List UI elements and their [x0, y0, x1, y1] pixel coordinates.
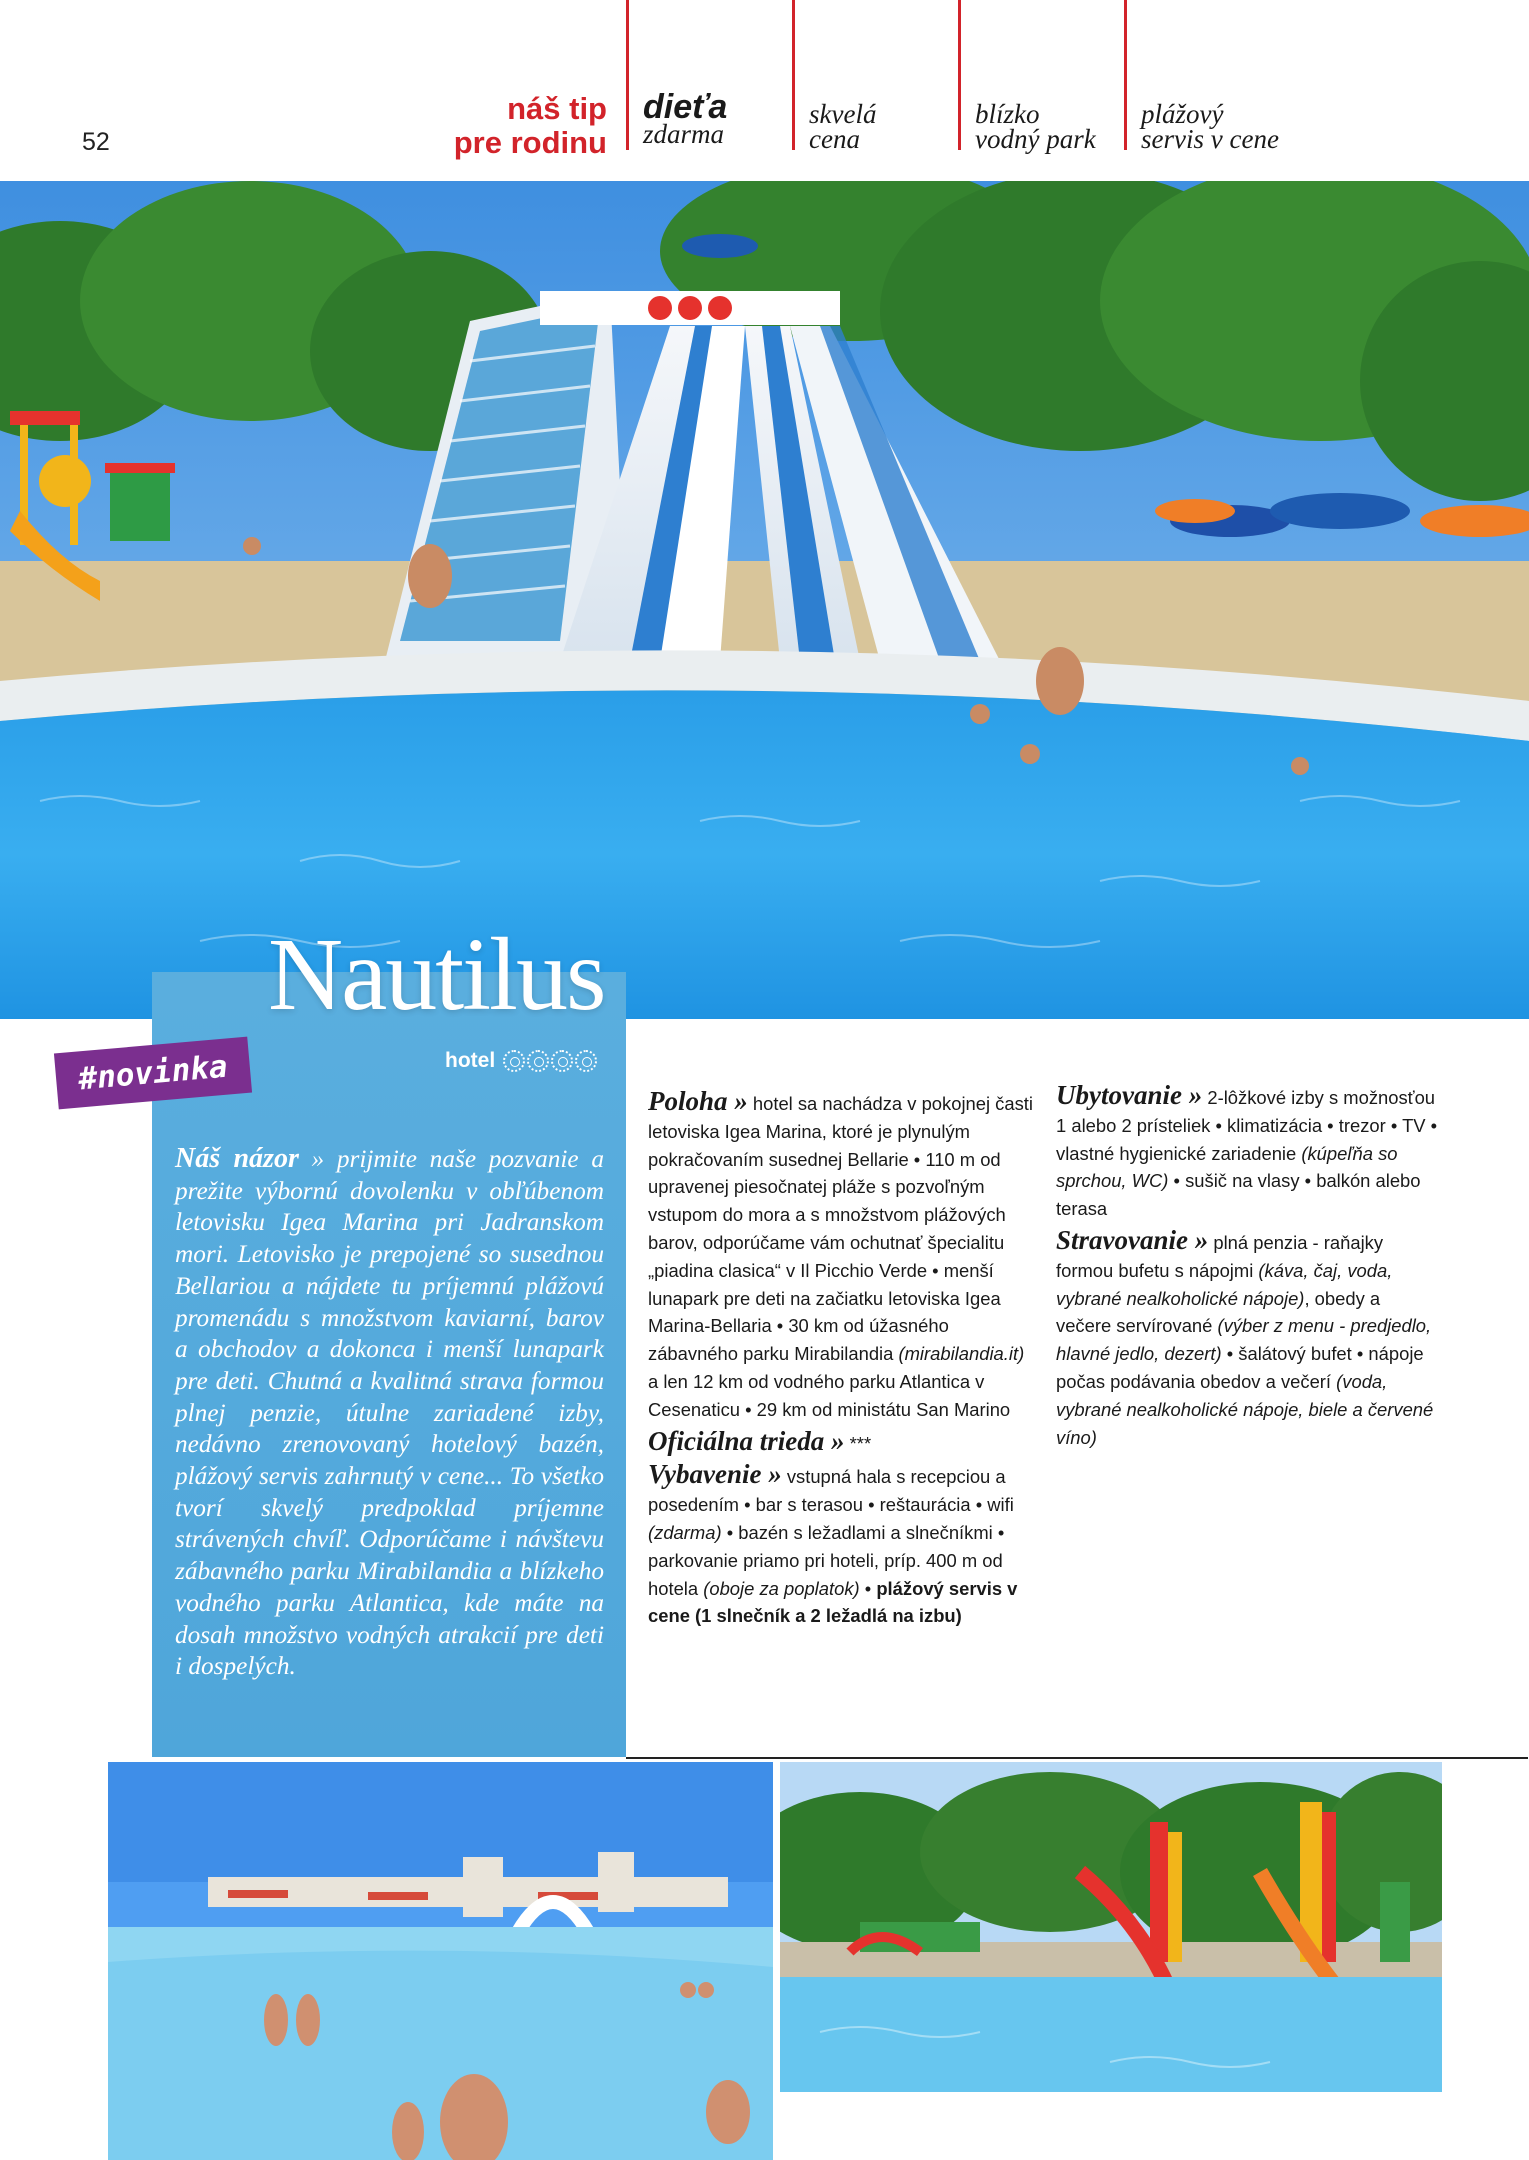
sun-icon [551, 1050, 573, 1072]
sun-icon [575, 1050, 597, 1072]
hotel-category: hotel [445, 1049, 597, 1073]
hotel-name: Nautilus [268, 917, 605, 1032]
location-paragraph: Poloha » hotel sa nachádza v pokojnej časti letoviska Igea Marina, ktoré je plynulým pokračovaním susednej Bellarie • 110 m od upravenej piesočnatej pláže s pozvoľným vstupom do mora a s množstvom plážových barov, odporúčame vám ochutnať špecialitu „piadina clasica“ v Il Picchio Verde • menší lunapark pre deti na začiatku letoviska Igea Marina-Bellaria • 30 km od úžasného zábavného parku Mirabilandia (mirabilandia.it) a len 12 km od vodného parku Atlantica v Cesenaticu • 29 km od ministátu San Marino [648, 1086, 1034, 1420]
page-number: 52 [82, 128, 110, 156]
highlight-child-free: dieťa zdarma [626, 0, 629, 150]
official-class-paragraph: Oficiálna trieda » *** [648, 1425, 872, 1456]
sun-icon [527, 1050, 549, 1072]
dining-paragraph: Stravovanie » plná penzia - raňajky formou bufetu s nápojmi (káva, čaj, voda, vybrané nealkoholické nápoje), obedy a večere servírované (výber z menu - predjedlo, hlavné jedlo, dezert) • šalátový bufet • nápoje počas podávania obedov a večerí (voda, vybrané nealkoholické nápoje, biele a červené víno) [1056, 1224, 1434, 1448]
new-badge: #novinka [54, 1037, 252, 1110]
photo-waterpark-pool [108, 1762, 773, 2160]
highlight-great-price: skvelá cena [792, 0, 795, 150]
section-divider [626, 1757, 1528, 1759]
info-column-middle [648, 1088, 1034, 1634]
sun-rating [503, 1050, 597, 1072]
our-opinion-text: Náš názor » prijmite naše pozvanie a prežite výbornú dovolenku v obľúbenom letovisku Igea Marina pri Jadranskom mori. Letovisko je prepojené so susednou Bellariou a nájdete tu príjemnú plážovú promenádu s množstvom kaviarní, barov a obchodov a dokonca i menší lunapark pre deti. Chutná a kvalitná strava formou plnej penzie, útulne zariadené izby, nedávno zrenovovaný hotelový bazén, plážový servis zahrnutý v cene... To všetko tvorí skvelý predpoklad príjemne strávených chvíľ. Odporúčame i návštevu zábavného parku Mirabilandia a blízkeho vodného parku Atlantica, kde máte na dosah množstvo vodných atrakcií pre deti i dospelých. [175, 1143, 604, 1681]
sun-icon [503, 1050, 525, 1072]
highlight-beach-service: plážový servis v cene [1124, 0, 1127, 150]
family-tip-label: náš tip pre rodinu [453, 91, 607, 160]
accommodation-paragraph: Ubytovanie » 2-lôžkové izby s možnosťou 1 alebo 2 prísteliek • klimatizácia • trezor • TV • vlastné hygienické zariadenie (kúpeľňa so sprchou, WC) • sušič na vlasy • balkón alebo terasa [1056, 1080, 1438, 1220]
hero-photo-waterslide-pool [0, 181, 1529, 1019]
info-column-right [1056, 1082, 1438, 1455]
equipment-paragraph: Vybavenie » vstupná hala s recepciou a posedením • bar s terasou • reštaurácia • wifi (zdarma) • bazén s ležadlami a slnečníkmi • parkovanie priamo pri hoteli, príp. 400 m od hotela (oboje za poplatok) • plážový servis v cene (1 slnečník a 2 ležadlá na izbu) [648, 1459, 1018, 1627]
photo-kids-playground-pool [780, 1762, 1442, 2092]
highlight-water-park: blízko vodný park [958, 0, 961, 150]
